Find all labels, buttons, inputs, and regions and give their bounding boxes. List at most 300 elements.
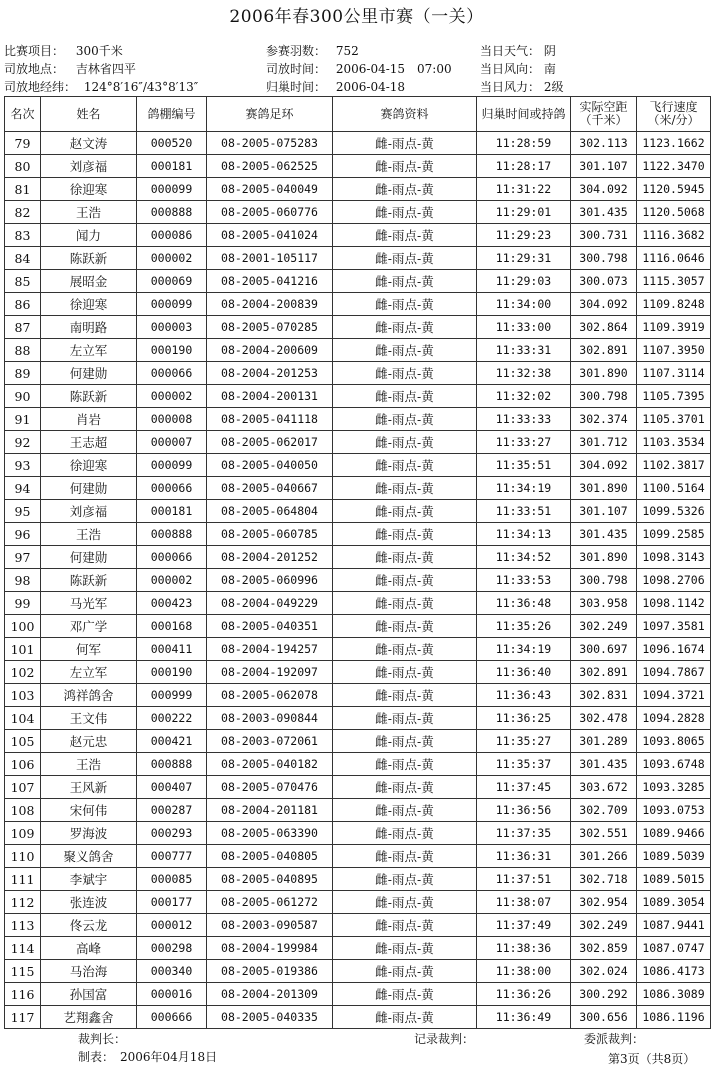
cell-return-time: 11:28:17 (477, 155, 571, 178)
cell-loft-id: 000999 (137, 684, 207, 707)
cell-distance: 302.718 (571, 868, 637, 891)
table-row (5, 799, 711, 822)
table-row (5, 293, 711, 316)
cell-pigeon-info: 雌-雨点-黄 (333, 339, 477, 362)
cell-pigeon-info: 雌-雨点-黄 (333, 362, 477, 385)
cell-loft-id: 000181 (137, 155, 207, 178)
cell-rank: 111 (5, 868, 41, 891)
cell-loft-id: 000888 (137, 201, 207, 224)
cell-pigeon-info: 雌-雨点-黄 (333, 477, 477, 500)
cell-distance: 300.292 (571, 983, 637, 1006)
info-project-value: 300千米 (75, 44, 123, 58)
cell-name: 张连波 (41, 891, 137, 914)
table-row (5, 1006, 711, 1029)
cell-speed: 1098.2706 (637, 569, 711, 592)
results-table (4, 96, 711, 1029)
cell-distance: 304.092 (571, 454, 637, 477)
info-project-label: 比赛项目： (4, 44, 65, 58)
cell-ring-number: 08-2004-201309 (207, 983, 333, 1006)
table-row (5, 776, 711, 799)
cell-rank: 99 (5, 592, 41, 615)
cell-ring-number: 08-2005-019386 (207, 960, 333, 983)
cell-ring-number: 08-2005-060776 (207, 201, 333, 224)
info-return-label: 归巢时间： (266, 80, 327, 94)
table-row (5, 339, 711, 362)
cell-name: 刘彦福 (41, 155, 137, 178)
cell-speed: 1123.1662 (637, 132, 711, 155)
cell-name: 何建勋 (41, 477, 137, 500)
cell-return-time: 11:33:00 (477, 316, 571, 339)
cell-pigeon-info: 雌-雨点-黄 (333, 431, 477, 454)
table-row (5, 385, 711, 408)
cell-speed: 1098.3143 (637, 546, 711, 569)
cell-return-time: 11:38:36 (477, 937, 571, 960)
cell-loft-id: 000066 (137, 477, 207, 500)
cell-rank: 93 (5, 454, 41, 477)
cell-distance: 301.107 (571, 155, 637, 178)
cell-return-time: 11:29:23 (477, 224, 571, 247)
info-return-value: 2006-04-18 (335, 80, 406, 94)
info-weather-value: 阴 (543, 44, 556, 58)
cell-pigeon-info: 雌-雨点-黄 (333, 546, 477, 569)
info-place (4, 60, 136, 77)
cell-ring-number: 08-2004-200839 (207, 293, 333, 316)
cell-ring-number: 08-2005-070285 (207, 316, 333, 339)
table-row (5, 132, 711, 155)
cell-speed: 1103.3534 (637, 431, 711, 454)
cell-ring-number: 08-2004-200131 (207, 385, 333, 408)
cell-pigeon-info: 雌-雨点-黄 (333, 684, 477, 707)
cell-pigeon-info: 雌-雨点-黄 (333, 408, 477, 431)
cell-rank: 116 (5, 983, 41, 1006)
cell-rank: 105 (5, 730, 41, 753)
cell-return-time: 11:37:51 (477, 868, 571, 891)
cell-pigeon-info: 雌-雨点-黄 (333, 799, 477, 822)
cell-name: 南明路 (41, 316, 137, 339)
cell-distance: 301.435 (571, 523, 637, 546)
cell-speed: 1109.8248 (637, 293, 711, 316)
cell-rank: 107 (5, 776, 41, 799)
cell-speed: 1089.5039 (637, 845, 711, 868)
cell-loft-id: 000002 (137, 247, 207, 270)
cell-rank: 88 (5, 339, 41, 362)
cell-loft-id: 000008 (137, 408, 207, 431)
cell-ring-number: 08-2003-090587 (207, 914, 333, 937)
cell-distance: 300.798 (571, 569, 637, 592)
cell-return-time: 11:34:19 (477, 638, 571, 661)
cell-rank: 85 (5, 270, 41, 293)
cell-name: 李斌宇 (41, 868, 137, 891)
cell-return-time: 11:32:38 (477, 362, 571, 385)
cell-loft-id: 000293 (137, 822, 207, 845)
cell-name: 王风新 (41, 776, 137, 799)
cell-rank: 94 (5, 477, 41, 500)
cell-return-time: 11:35:51 (477, 454, 571, 477)
cell-return-time: 11:34:19 (477, 477, 571, 500)
cell-pigeon-info: 雌-雨点-黄 (333, 615, 477, 638)
cell-loft-id: 000423 (137, 592, 207, 615)
info-wind-dir-value: 南 (543, 62, 556, 76)
table-row (5, 569, 711, 592)
cell-distance: 301.890 (571, 477, 637, 500)
cell-speed: 1086.4173 (637, 960, 711, 983)
info-coord-label: 司放地经纬： (4, 80, 77, 94)
info-weather (480, 42, 556, 59)
cell-ring-number: 08-2004-199984 (207, 937, 333, 960)
footer-record-judge: 记录裁判： (414, 1032, 475, 1046)
cell-rank: 91 (5, 408, 41, 431)
cell-pigeon-info: 雌-雨点-黄 (333, 661, 477, 684)
cell-pigeon-info: 雌-雨点-黄 (333, 730, 477, 753)
cell-ring-number: 08-2005-040805 (207, 845, 333, 868)
cell-pigeon-info: 雌-雨点-黄 (333, 891, 477, 914)
cell-name: 聚义鸽舍 (41, 845, 137, 868)
cell-return-time: 11:34:13 (477, 523, 571, 546)
cell-rank: 81 (5, 178, 41, 201)
cell-pigeon-info: 雌-雨点-黄 (333, 592, 477, 615)
cell-loft-id: 000066 (137, 546, 207, 569)
cell-return-time: 11:33:53 (477, 569, 571, 592)
cell-distance: 301.890 (571, 546, 637, 569)
table-row (5, 477, 711, 500)
cell-speed: 1116.0646 (637, 247, 711, 270)
table-row (5, 937, 711, 960)
info-return (266, 78, 405, 95)
cell-distance: 300.798 (571, 247, 637, 270)
table-row (5, 983, 711, 1006)
cell-rank: 101 (5, 638, 41, 661)
cell-return-time: 11:29:31 (477, 247, 571, 270)
cell-loft-id: 000888 (137, 523, 207, 546)
cell-speed: 1093.0753 (637, 799, 711, 822)
cell-rank: 84 (5, 247, 41, 270)
cell-distance: 302.891 (571, 661, 637, 684)
cell-loft-id: 000411 (137, 638, 207, 661)
cell-name: 佟云龙 (41, 914, 137, 937)
cell-pigeon-info: 雌-雨点-黄 (333, 914, 477, 937)
cell-speed: 1097.3581 (637, 615, 711, 638)
cell-ring-number: 08-2005-061272 (207, 891, 333, 914)
cell-rank: 98 (5, 569, 41, 592)
cell-return-time: 11:34:52 (477, 546, 571, 569)
table-row (5, 914, 711, 937)
table-row (5, 891, 711, 914)
cell-pigeon-info: 雌-雨点-黄 (333, 500, 477, 523)
cell-pigeon-info: 雌-雨点-黄 (333, 454, 477, 477)
cell-loft-id: 000099 (137, 293, 207, 316)
cell-rank: 114 (5, 937, 41, 960)
cell-distance: 302.831 (571, 684, 637, 707)
cell-distance: 302.859 (571, 937, 637, 960)
cell-rank: 115 (5, 960, 41, 983)
cell-rank: 97 (5, 546, 41, 569)
cell-ring-number: 08-2005-040895 (207, 868, 333, 891)
cell-return-time: 11:29:03 (477, 270, 571, 293)
cell-name: 肖岩 (41, 408, 137, 431)
cell-rank: 109 (5, 822, 41, 845)
footer-assigned-judge: 委派裁判： (584, 1032, 645, 1046)
cell-speed: 1105.3701 (637, 408, 711, 431)
cell-return-time: 11:35:26 (477, 615, 571, 638)
cell-ring-number: 08-2004-200609 (207, 339, 333, 362)
header-ring-number: 赛鸽足环 (207, 97, 333, 132)
cell-rank: 108 (5, 799, 41, 822)
table-row (5, 753, 711, 776)
cell-rank: 90 (5, 385, 41, 408)
cell-ring-number: 08-2005-064804 (207, 500, 333, 523)
cell-speed: 1099.5326 (637, 500, 711, 523)
cell-distance: 301.435 (571, 201, 637, 224)
cell-distance: 302.249 (571, 615, 637, 638)
table-row (5, 661, 711, 684)
cell-name: 孙国富 (41, 983, 137, 1006)
info-wind-force-label: 当日风力： (480, 80, 541, 94)
cell-pigeon-info: 雌-雨点-黄 (333, 270, 477, 293)
cell-distance: 303.672 (571, 776, 637, 799)
cell-name: 王浩 (41, 201, 137, 224)
cell-distance: 301.107 (571, 500, 637, 523)
table-row (5, 247, 711, 270)
cell-speed: 1109.3919 (637, 316, 711, 339)
cell-rank: 103 (5, 684, 41, 707)
cell-distance: 302.024 (571, 960, 637, 983)
table-row (5, 178, 711, 201)
cell-pigeon-info: 雌-雨点-黄 (333, 753, 477, 776)
cell-rank: 102 (5, 661, 41, 684)
cell-speed: 1093.6748 (637, 753, 711, 776)
cell-ring-number: 08-2005-041118 (207, 408, 333, 431)
table-row (5, 500, 711, 523)
cell-loft-id: 000888 (137, 753, 207, 776)
cell-rank: 89 (5, 362, 41, 385)
page-title: 2006年春300公里市赛（一关） (229, 7, 484, 27)
cell-distance: 302.709 (571, 799, 637, 822)
cell-speed: 1107.3950 (637, 339, 711, 362)
cell-rank: 104 (5, 707, 41, 730)
footer-chief-judge: 裁判长： (78, 1032, 127, 1046)
cell-distance: 302.891 (571, 339, 637, 362)
cell-name: 何军 (41, 638, 137, 661)
footer-page-number: 第3页（共8页） (608, 1052, 696, 1066)
cell-rank: 83 (5, 224, 41, 247)
cell-ring-number: 08-2004-201253 (207, 362, 333, 385)
header-pigeon-info: 赛鸽资料 (333, 97, 477, 132)
cell-loft-id: 000340 (137, 960, 207, 983)
cell-ring-number: 08-2005-060996 (207, 569, 333, 592)
cell-pigeon-info: 雌-雨点-黄 (333, 960, 477, 983)
cell-return-time: 11:36:49 (477, 1006, 571, 1029)
results-table-body (5, 132, 711, 1029)
cell-name: 王浩 (41, 753, 137, 776)
cell-distance: 303.958 (571, 592, 637, 615)
cell-loft-id: 000069 (137, 270, 207, 293)
cell-loft-id: 000099 (137, 454, 207, 477)
cell-name: 陈跃新 (41, 385, 137, 408)
table-row (5, 201, 711, 224)
cell-speed: 1107.3114 (637, 362, 711, 385)
cell-distance: 304.092 (571, 178, 637, 201)
cell-name: 邓广学 (41, 615, 137, 638)
cell-distance: 302.954 (571, 891, 637, 914)
info-coord-value: 124°8′16″/43°8′13″ (83, 80, 199, 94)
cell-distance: 301.712 (571, 431, 637, 454)
cell-distance: 304.092 (571, 293, 637, 316)
cell-pigeon-info: 雌-雨点-黄 (333, 845, 477, 868)
cell-loft-id: 000407 (137, 776, 207, 799)
table-row (5, 592, 711, 615)
cell-distance: 301.890 (571, 362, 637, 385)
table-row (5, 684, 711, 707)
cell-loft-id: 000190 (137, 661, 207, 684)
cell-pigeon-info: 雌-雨点-黄 (333, 776, 477, 799)
cell-return-time: 11:38:07 (477, 891, 571, 914)
cell-speed: 1102.3817 (637, 454, 711, 477)
cell-loft-id: 000177 (137, 891, 207, 914)
cell-return-time: 11:31:22 (477, 178, 571, 201)
cell-distance: 302.551 (571, 822, 637, 845)
header-distance: 实际空距（千米） (571, 97, 637, 132)
cell-return-time: 11:34:00 (477, 293, 571, 316)
cell-name: 王志超 (41, 431, 137, 454)
cell-ring-number: 08-2005-070476 (207, 776, 333, 799)
cell-ring-number: 08-2005-040351 (207, 615, 333, 638)
info-project (4, 42, 123, 59)
cell-ring-number: 08-2003-072061 (207, 730, 333, 753)
cell-return-time: 11:33:27 (477, 431, 571, 454)
cell-ring-number: 08-2005-040049 (207, 178, 333, 201)
cell-name: 鸿祥鸽舍 (41, 684, 137, 707)
cell-distance: 300.656 (571, 1006, 637, 1029)
cell-ring-number: 08-2005-062525 (207, 155, 333, 178)
table-row (5, 155, 711, 178)
cell-return-time: 11:36:26 (477, 983, 571, 1006)
cell-rank: 82 (5, 201, 41, 224)
cell-ring-number: 08-2005-040182 (207, 753, 333, 776)
cell-distance: 302.478 (571, 707, 637, 730)
table-row (5, 523, 711, 546)
cell-name: 展昭金 (41, 270, 137, 293)
cell-return-time: 11:33:31 (477, 339, 571, 362)
cell-distance: 302.249 (571, 914, 637, 937)
cell-loft-id: 000666 (137, 1006, 207, 1029)
cell-speed: 1100.5164 (637, 477, 711, 500)
cell-speed: 1094.2828 (637, 707, 711, 730)
cell-pigeon-info: 雌-雨点-黄 (333, 224, 477, 247)
cell-speed: 1089.5015 (637, 868, 711, 891)
cell-pigeon-info: 雌-雨点-黄 (333, 1006, 477, 1029)
cell-name: 赵文涛 (41, 132, 137, 155)
cell-pigeon-info: 雌-雨点-黄 (333, 178, 477, 201)
table-row (5, 845, 711, 868)
info-wind-dir (480, 60, 556, 77)
cell-name: 马治海 (41, 960, 137, 983)
cell-rank: 110 (5, 845, 41, 868)
cell-speed: 1094.7867 (637, 661, 711, 684)
footer-made-by: 制表： 2006年04月18日 (78, 1050, 218, 1064)
cell-name: 左立军 (41, 661, 137, 684)
table-row (5, 546, 711, 569)
cell-rank: 80 (5, 155, 41, 178)
cell-return-time: 11:29:01 (477, 201, 571, 224)
header-loft-id: 鸽棚编号 (137, 97, 207, 132)
table-row (5, 615, 711, 638)
cell-ring-number: 08-2005-041024 (207, 224, 333, 247)
cell-speed: 1096.1674 (637, 638, 711, 661)
cell-rank: 100 (5, 615, 41, 638)
cell-name: 宋何伟 (41, 799, 137, 822)
cell-name: 徐迎寒 (41, 178, 137, 201)
info-count (266, 42, 359, 59)
cell-rank: 113 (5, 914, 41, 937)
cell-return-time: 11:38:00 (477, 960, 571, 983)
cell-ring-number: 08-2003-090844 (207, 707, 333, 730)
info-count-value: 752 (335, 44, 359, 58)
table-row (5, 316, 711, 339)
table-row (5, 730, 711, 753)
cell-ring-number: 08-2005-062078 (207, 684, 333, 707)
info-wind-dir-label: 当日风向： (480, 62, 541, 76)
cell-speed: 1099.2585 (637, 523, 711, 546)
cell-ring-number: 08-2004-201181 (207, 799, 333, 822)
cell-speed: 1086.3089 (637, 983, 711, 1006)
cell-return-time: 11:35:27 (477, 730, 571, 753)
info-wind-force-value: 2级 (543, 80, 564, 94)
cell-rank: 87 (5, 316, 41, 339)
cell-rank: 79 (5, 132, 41, 155)
cell-loft-id: 000099 (137, 178, 207, 201)
cell-name: 艺翔鑫舍 (41, 1006, 137, 1029)
cell-loft-id: 000007 (137, 431, 207, 454)
cell-return-time: 11:32:02 (477, 385, 571, 408)
cell-loft-id: 000190 (137, 339, 207, 362)
cell-name: 赵元忠 (41, 730, 137, 753)
cell-speed: 1093.8065 (637, 730, 711, 753)
cell-pigeon-info: 雌-雨点-黄 (333, 707, 477, 730)
cell-pigeon-info: 雌-雨点-黄 (333, 822, 477, 845)
cell-distance: 301.289 (571, 730, 637, 753)
cell-ring-number: 08-2005-041216 (207, 270, 333, 293)
table-row (5, 362, 711, 385)
cell-name: 王文伟 (41, 707, 137, 730)
table-row (5, 270, 711, 293)
cell-speed: 1120.5945 (637, 178, 711, 201)
cell-name: 何建勋 (41, 546, 137, 569)
cell-return-time: 11:33:33 (477, 408, 571, 431)
table-row (5, 454, 711, 477)
cell-loft-id: 000066 (137, 362, 207, 385)
cell-ring-number: 08-2001-105117 (207, 247, 333, 270)
cell-speed: 1120.5068 (637, 201, 711, 224)
cell-ring-number: 08-2004-049229 (207, 592, 333, 615)
cell-name: 徐迎寒 (41, 293, 137, 316)
cell-rank: 96 (5, 523, 41, 546)
cell-loft-id: 000421 (137, 730, 207, 753)
cell-distance: 301.435 (571, 753, 637, 776)
cell-distance: 300.697 (571, 638, 637, 661)
cell-pigeon-info: 雌-雨点-黄 (333, 523, 477, 546)
cell-rank: 106 (5, 753, 41, 776)
table-row (5, 431, 711, 454)
cell-speed: 1105.7395 (637, 385, 711, 408)
cell-return-time: 11:35:37 (477, 753, 571, 776)
cell-name: 高峰 (41, 937, 137, 960)
cell-loft-id: 000168 (137, 615, 207, 638)
cell-pigeon-info: 雌-雨点-黄 (333, 201, 477, 224)
cell-name: 陈跃新 (41, 569, 137, 592)
cell-ring-number: 08-2004-201252 (207, 546, 333, 569)
cell-return-time: 11:36:40 (477, 661, 571, 684)
cell-name: 王浩 (41, 523, 137, 546)
